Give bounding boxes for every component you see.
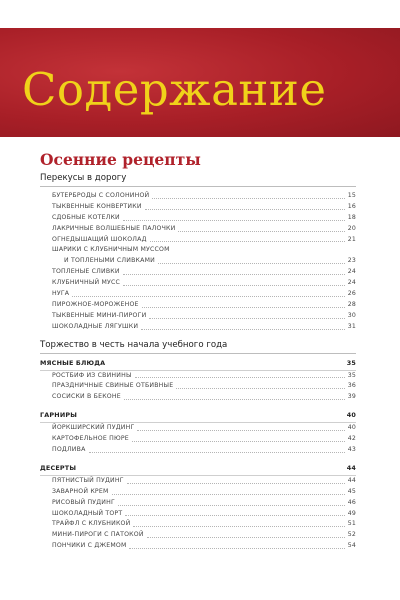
dot-leader [118, 505, 345, 506]
toc-entry[interactable] [40, 530, 356, 541]
toc-entry-page: 44 [347, 476, 356, 484]
toc-category-page: 44 [346, 463, 356, 472]
toc-entry-page: 31 [347, 322, 356, 330]
toc-category-page: 40 [346, 411, 356, 420]
toc-entry-page: 49 [347, 509, 356, 517]
toc-entry[interactable] [40, 371, 356, 382]
meat-list [40, 371, 356, 404]
dot-leader [149, 318, 344, 319]
toc-category-sides[interactable] [40, 410, 356, 421]
toc-entry-label: ПЯТНИСТЫЙ ПУДИНГ [52, 476, 124, 484]
toc-entry-label: ТРАЙФЛ С КЛУБНИКОЙ [52, 520, 131, 528]
toc-entry-page: 23 [347, 257, 356, 265]
toc-entry-label: ЙОРКШИРСКИЙ ПУДИНГ [52, 424, 135, 432]
toc-entry-label: МИНИ-ПИРОГИ С ПАТОКОЙ [52, 531, 144, 539]
toc-entry-continuation[interactable] [40, 256, 356, 267]
toc-entry-label: БУТЕРБРОДЫ С СОЛОНИНОЙ [52, 191, 150, 199]
subsection-divider [40, 353, 356, 354]
toc-entry[interactable] [40, 311, 356, 322]
dot-leader [72, 296, 344, 297]
toc-entry[interactable] [40, 191, 356, 202]
toc-entry[interactable] [40, 300, 356, 311]
dot-leader [152, 198, 344, 199]
toc-entry-page: 18 [347, 213, 356, 221]
toc-entry[interactable] [40, 434, 356, 445]
toc-entry-page: 42 [347, 435, 356, 443]
spacer [40, 456, 356, 460]
dot-leader [178, 231, 344, 232]
toc-category-label: ГАРНИРЫ [40, 411, 78, 420]
toc-entry-label: ТОПЛЕНЫЕ СЛИВКИ [52, 268, 120, 276]
toc-entry-page: 20 [347, 224, 356, 232]
toc-entry[interactable] [40, 487, 356, 498]
toc-entry-label: ШОКОЛАДНЫЙ ТОРТ [52, 509, 123, 517]
spacer [40, 403, 356, 407]
toc-category-label: ДЕСЕРТЫ [40, 463, 77, 472]
sides-list [40, 423, 356, 456]
table-of-contents [40, 150, 356, 552]
toc-entry-label: ЛАКРИЧНЫЕ ВОЛШЕБНЫЕ ПАЛОЧКИ [52, 224, 176, 232]
dot-leader [133, 526, 344, 527]
toc-entry-label: ПОНЧИКИ С ДЖЕМОМ [52, 542, 127, 550]
dot-leader [147, 537, 345, 538]
toc-entry-label: СОСИСКИ В БЕКОНЕ [52, 393, 121, 401]
toc-entry-page: 43 [347, 446, 356, 454]
toc-entry-label: НУГА [52, 290, 70, 297]
toc-entry-page: 36 [347, 382, 356, 390]
desserts-list [40, 476, 356, 552]
dot-leader [123, 220, 345, 221]
toc-entry-label: РИСОВЫЙ ПУДИНГ [52, 498, 115, 506]
toc-entry-label: ШАРИКИ С КЛУБНИЧНЫМ МУССОМ [52, 246, 170, 254]
toc-entry[interactable] [40, 213, 356, 224]
dot-leader [129, 548, 344, 549]
toc-entry-label: ТЫКВЕННЫЕ КОНВЕРТИКИ [52, 202, 142, 210]
toc-entry-page: 40 [347, 424, 356, 432]
toc-entry-label: ПОДЛИВА [52, 446, 86, 454]
toc-entry[interactable] [40, 245, 356, 256]
toc-entry[interactable] [40, 289, 356, 300]
toc-entry[interactable] [40, 519, 356, 530]
dot-leader [123, 274, 345, 275]
toc-entry-label: ОГНЕДЫШАЩИЙ ШОКОЛАД [52, 235, 147, 243]
toc-entry[interactable] [40, 476, 356, 487]
toc-entry-page: 46 [347, 498, 356, 506]
dot-leader [112, 494, 345, 495]
toc-entry[interactable] [40, 423, 356, 434]
section-title-autumn: Осенние рецепты [40, 150, 201, 169]
dot-leader [158, 263, 345, 264]
toc-category-meat[interactable] [40, 358, 356, 369]
subsection-divider [40, 186, 356, 187]
toc-entry-page: 52 [347, 531, 356, 539]
toc-entry-page: 28 [347, 300, 356, 308]
toc-entry[interactable] [40, 381, 356, 392]
toc-entry-page: 39 [347, 393, 356, 401]
toc-entry-label: КАРТОФЕЛЬНОЕ ПЮРЕ [52, 435, 129, 443]
toc-entry[interactable] [40, 541, 356, 552]
dot-leader [132, 441, 345, 442]
toc-entry-page: 24 [347, 268, 356, 276]
dot-leader [145, 209, 345, 210]
toc-entry-label: И ТОПЛЕНЫМИ СЛИВКАМИ [64, 257, 155, 265]
toc-entry-page: 30 [347, 311, 356, 319]
toc-entry-label: ПИРОЖНОЕ-МОРОЖЕНОЕ [52, 300, 139, 308]
toc-entry-label: ТЫКВЕННЫЕ МИНИ-ПИРОГИ [52, 311, 147, 319]
toc-entry[interactable] [40, 267, 356, 278]
dot-leader [137, 430, 344, 431]
snacks-list [40, 191, 356, 333]
toc-entry[interactable] [40, 509, 356, 520]
toc-entry-page: 26 [347, 290, 356, 297]
toc-entry-page: 24 [347, 279, 356, 287]
toc-entry[interactable] [40, 278, 356, 289]
toc-entry-page: 21 [347, 235, 356, 243]
toc-entry[interactable] [40, 202, 356, 213]
toc-entry-label: СДОБНЫЕ КОТЕЛКИ [52, 213, 120, 221]
toc-entry[interactable] [40, 445, 356, 456]
toc-entry[interactable] [40, 498, 356, 509]
dot-leader [150, 241, 345, 242]
dot-leader [141, 329, 345, 330]
toc-entry[interactable] [40, 322, 356, 333]
toc-entry-page: 35 [347, 371, 356, 379]
toc-entry-label: РОСТБИФ ИЗ СВИНИНЫ [52, 371, 132, 379]
toc-entry[interactable] [40, 235, 356, 246]
toc-entry-label: ПРАЗДНИЧНЫЕ СВИНЫЕ ОТБИВНЫЕ [52, 382, 174, 390]
toc-entry-label: ШОКОЛАДНЫЕ ЛЯГУШКИ [52, 322, 139, 330]
toc-entry-page: 54 [347, 542, 356, 550]
page-title: Содержание [22, 63, 327, 116]
toc-category-desserts[interactable] [40, 463, 356, 474]
dot-leader [176, 388, 344, 389]
toc-entry-page: 45 [347, 487, 356, 495]
dot-leader [125, 515, 344, 516]
dot-leader [89, 452, 345, 453]
toc-entry-label: ЗАВАРНОЙ КРЕМ [52, 487, 109, 495]
toc-entry-page: 51 [347, 520, 356, 528]
dot-leader [127, 483, 345, 484]
toc-entry[interactable] [40, 224, 356, 235]
toc-entry-page: 15 [347, 191, 356, 199]
header-banner [0, 28, 400, 137]
subsection-title-feast: Торжество в честь начала учебного года [40, 339, 228, 350]
toc-category-page: 35 [346, 358, 356, 367]
dot-leader [142, 307, 345, 308]
toc-entry-label: КЛУБНИЧНЫЙ МУСС [52, 279, 121, 287]
toc-entry-page: 16 [347, 202, 356, 210]
dot-leader [123, 285, 345, 286]
subsection-title-snacks: Перекусы в дорогу [40, 173, 127, 183]
toc-entry[interactable] [40, 392, 356, 403]
dot-leader [135, 377, 345, 378]
toc-category-label: МЯСНЫЕ БЛЮДА [40, 358, 106, 367]
dot-leader [124, 399, 345, 400]
